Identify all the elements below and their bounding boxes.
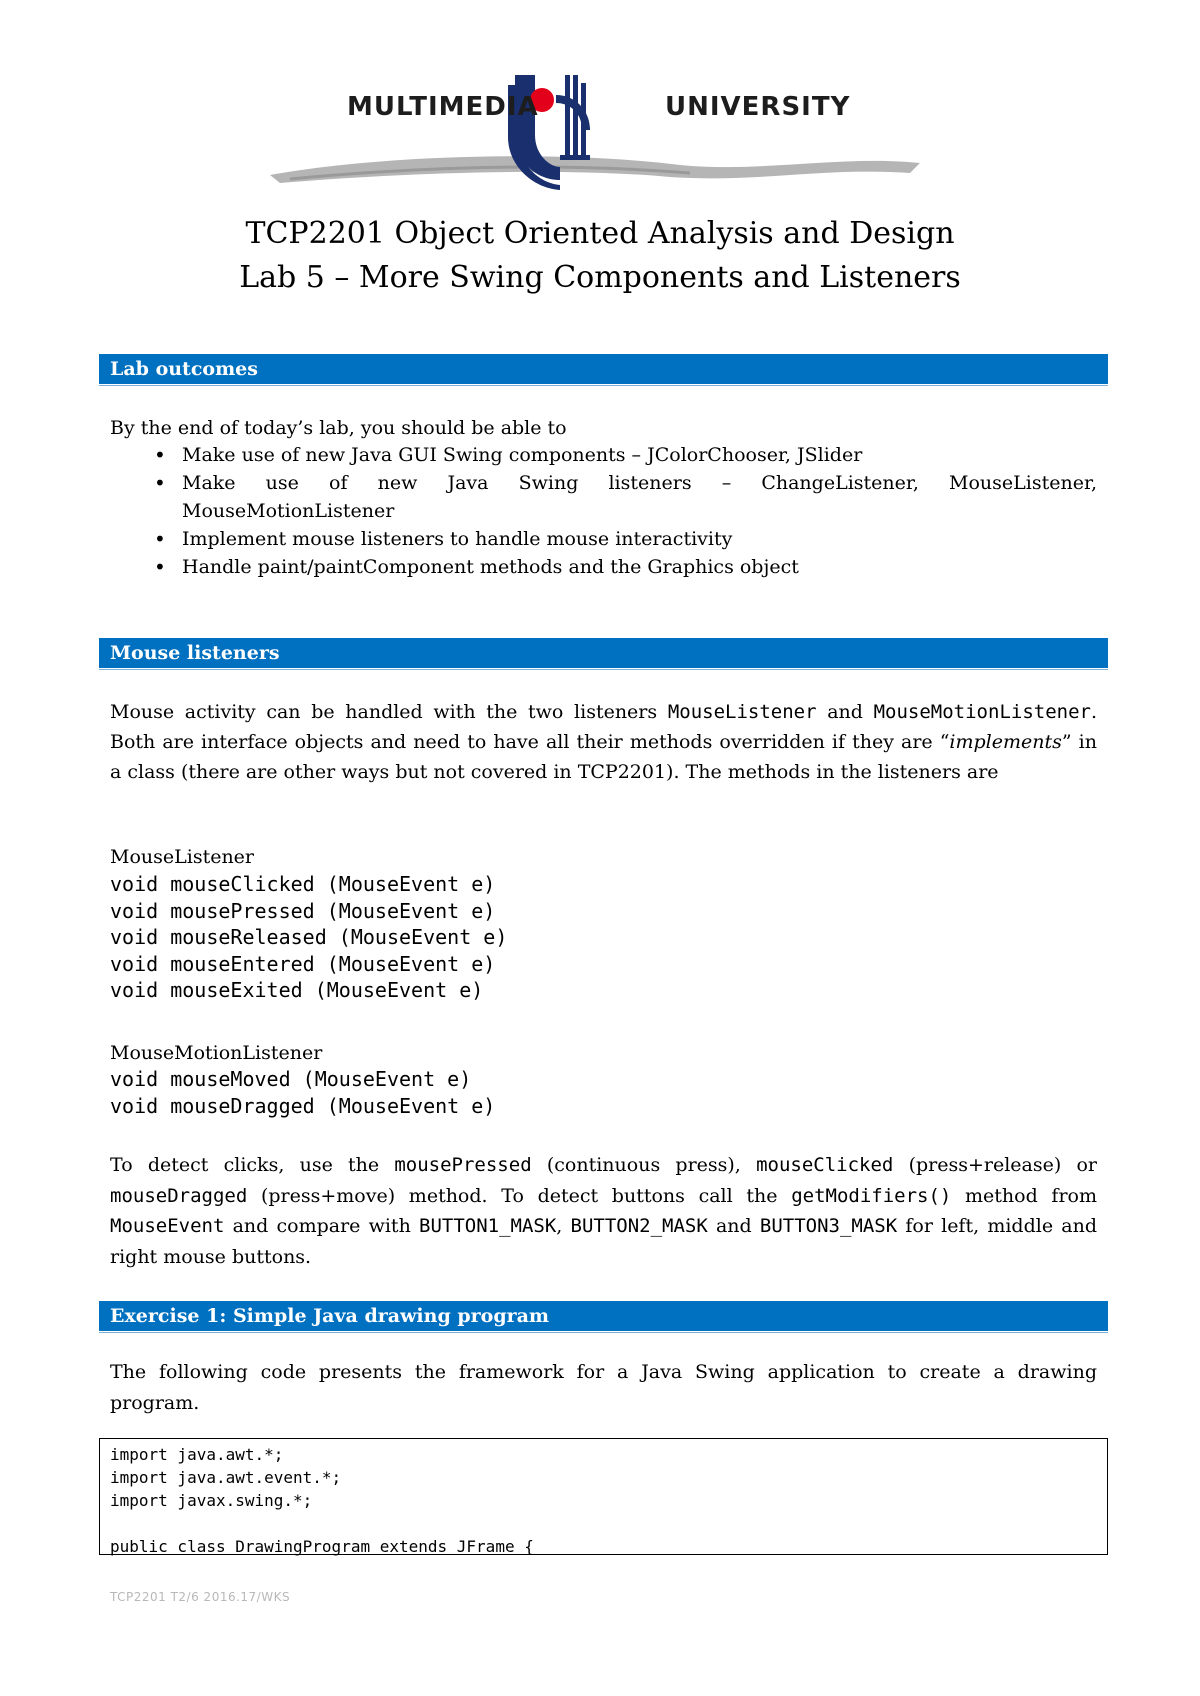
university-logo — [260, 55, 960, 195]
paragraph-text: method from — [951, 1184, 1098, 1207]
code-line — [110, 1512, 1107, 1535]
code-line: import javax.swing.*; — [110, 1491, 313, 1510]
method-signature: void mouseDragged (MouseEvent e) — [110, 1093, 496, 1118]
paragraph-text: (press+move) method. To detect buttons call the — [247, 1184, 792, 1207]
inline-code: MouseMotionListener — [873, 701, 1091, 723]
paragraph-text: for left, middle and right mouse buttons. — [110, 1215, 1097, 1268]
mouse-usage-paragraph — [110, 1150, 1097, 1272]
section-heading-exercise-1: Exercise 1: Simple Java drawing program — [99, 1301, 1108, 1331]
method-signature: void mouseMoved (MouseEvent e) — [110, 1067, 472, 1091]
paragraph-text: and compare with — [224, 1215, 419, 1237]
mouse-intro-paragraph: Mouse activity can be handled with the two listeners MouseListener and MouseMotionListener. Both are interface objects and need to have all their methods overridden if they are “implements” in a class (there are other ways but not covered in TCP2201). The methods in the listeners are — [110, 701, 1097, 783]
method-signature: void mouseClicked (MouseEvent e) — [110, 872, 496, 896]
code-line: import java.awt.event.*; — [110, 1468, 342, 1487]
mouselistener-methods — [110, 871, 1097, 1004]
document-subtitle: Lab 5 – More Swing Components and Listeners — [239, 260, 961, 295]
paragraph-text: and — [707, 1215, 760, 1237]
emphasis-text: implements — [949, 731, 1062, 753]
list-item: • Make use of new Java Swing listeners – ChangeListener, MouseListener, MouseMotionListener — [110, 469, 1097, 525]
inline-code: BUTTON2_MASK — [570, 1215, 708, 1237]
logo-graphic — [260, 55, 960, 195]
section-heading-lab-outcomes: Lab outcomes — [99, 354, 1108, 384]
code-line: import java.awt.*; — [110, 1445, 284, 1464]
section-heading-mouse-listeners: Mouse listeners — [99, 638, 1108, 668]
paragraph-text: (press+release) or — [893, 1154, 1098, 1176]
list-item-continuation: MouseMotionListener — [182, 500, 395, 522]
paragraph-text: (continuous press), — [531, 1154, 757, 1176]
method-signature: void mousePressed (MouseEvent e) — [110, 898, 496, 923]
method-signature: void mouseExited (MouseEvent e) — [110, 978, 484, 1002]
inline-code: MouseEvent — [110, 1215, 225, 1237]
mousemotionlistener-title: MouseMotionListener — [110, 1042, 323, 1064]
paragraph-text: To detect clicks, use the — [110, 1154, 395, 1176]
inline-code: BUTTON3_MASK — [759, 1215, 898, 1237]
inline-code: mouseClicked — [756, 1154, 894, 1176]
code-line: public class DrawingProgram extends JFrame { — [110, 1537, 534, 1556]
paragraph-text: , — [556, 1215, 571, 1237]
method-signature: void mouseEntered (MouseEvent e) — [110, 951, 496, 976]
inline-code: MouseListener — [667, 701, 817, 723]
code-block — [99, 1438, 1108, 1555]
method-signature: void mouseReleased (MouseEvent e) — [110, 925, 508, 949]
logo-text-university: UNIVERSITY — [665, 92, 851, 122]
mouselistener-title: MouseListener — [110, 846, 255, 868]
list-item: • Make use of new Java GUI Swing components – JColorChooser, JSlider — [110, 441, 1097, 469]
exercise-intro: The following code presents the framework for a Java Swing application to create a drawing program. — [110, 1361, 1097, 1414]
outcomes-list — [110, 441, 1097, 581]
inline-code: mousePressed — [394, 1154, 532, 1176]
inline-code: BUTTON1_MASK — [419, 1215, 557, 1237]
inline-code: getModifiers() — [791, 1184, 952, 1207]
logo-text-multimedia: MULTIMEDIA — [347, 92, 539, 122]
document-title: TCP2201 Object Oriented Analysis and Design — [245, 216, 955, 251]
page-footer: TCP2201 T2/6 2016.17/WKS — [110, 1590, 291, 1604]
mousemotionlistener-methods — [110, 1066, 1097, 1119]
list-item: • Implement mouse listeners to handle mouse interactivity — [110, 525, 1097, 553]
outcomes-intro: By the end of today’s lab, you should be able to — [110, 417, 567, 439]
inline-code: mouseDragged — [110, 1184, 248, 1207]
list-item: • Handle paint/paintComponent methods and the Graphics object — [110, 553, 1097, 581]
